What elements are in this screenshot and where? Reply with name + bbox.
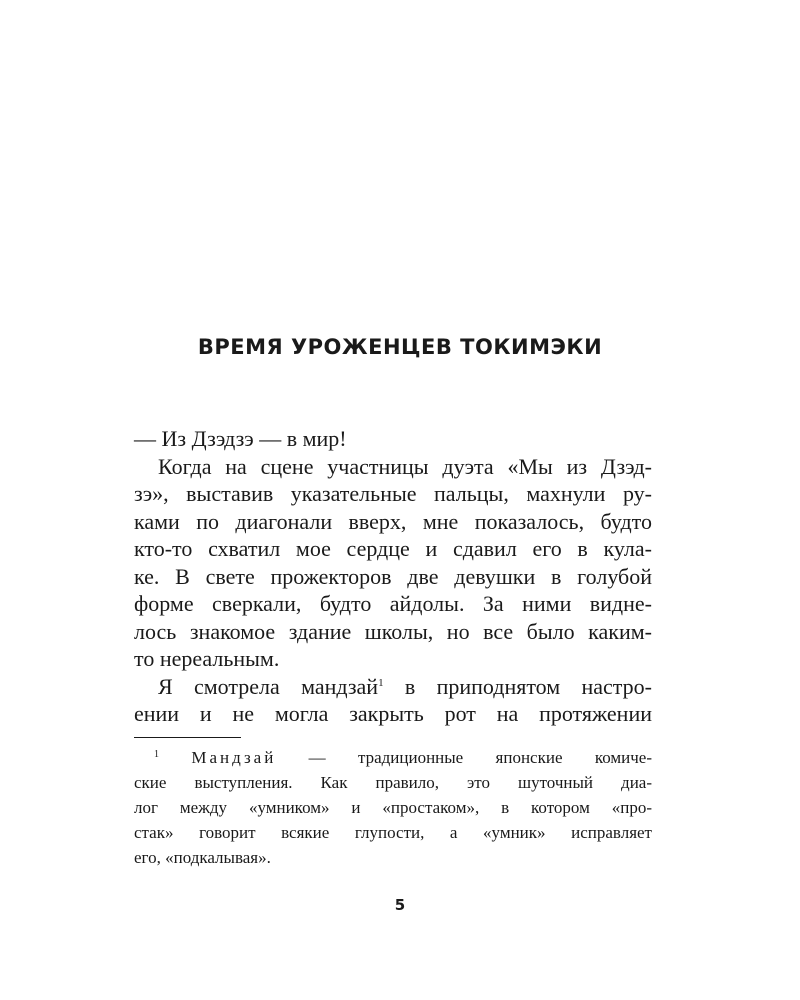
paragraph-line: форме сверкали, будто айдолы. За ними видне- [134,591,652,616]
footnote-number: 1 [154,749,159,760]
footnote-line: лог между «умником» и «простаком», в котором «про- [134,798,652,817]
paragraph-line: кто-то схватил мое сердце и сдавил его в кула- [134,536,652,561]
footnote-term: Мандзай [191,748,277,767]
page-number: 5 [394,896,406,914]
footnote [134,745,652,870]
paragraph-line: лось знакомое здание школы, но все было каким- [134,618,652,644]
footnote-divider [134,737,241,738]
footnote-line: $^1$ Мандзай — традиционные японские комиче- [154,748,653,767]
footnote-line: стак» говорит всякие глупости, а «умник» исправляет [134,823,652,842]
dialogue-line: — Из Дзэдзэ — в мир! [134,426,347,451]
paragraph-line: ении и не могла закрыть рот на протяжении [134,701,652,726]
footnote-reference[interactable]: 1 [378,676,384,689]
paragraph-line: Я смотрела мандзай$^1$ в приподнятом настро- [158,673,653,699]
paragraph-line: ке. В свете прожекторов две девушки в голубой [134,563,652,589]
paragraph-line: зэ», выставив указательные пальцы, махнули ру- [134,481,652,506]
footnote-line: ские выступления. Как правило, это шуточный диа- [134,773,652,792]
paragraph-line: ками по диагонали вверх, мне показалось, будто [134,508,652,534]
body-text [134,425,652,728]
paragraph-line: то нереальным. [134,646,280,671]
paragraph-line: Когда на сцене участницы дуэта «Мы из Дзэд- [158,453,652,479]
footnote-line: его, «подкалывая». [134,848,271,867]
chapter-title: ВРЕМЯ УРОЖЕНЦЕВ ТОКИМЭКИ [197,335,603,359]
